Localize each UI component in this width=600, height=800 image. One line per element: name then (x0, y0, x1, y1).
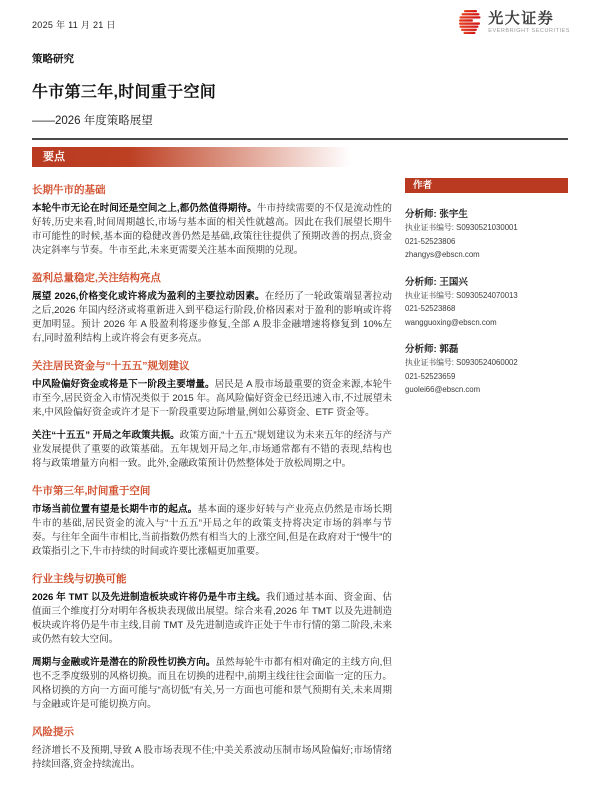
summary-column (32, 176, 392, 781)
header-divider (32, 138, 568, 140)
section-heading: 风险提示 (32, 726, 74, 738)
report-category: 策略研究 (32, 53, 74, 65)
analyst-cert: 执业证书编号: S0930524060002 (405, 358, 518, 367)
analyst-email: guolei66@ebscn.com (405, 385, 481, 394)
keypoints-banner-label: 要点 (43, 151, 65, 163)
keypoints-banner (32, 147, 357, 167)
report-subtitle: ——2026 年度策略展望 (32, 115, 153, 127)
section-heading: 行业主线与切换可能 (32, 573, 127, 585)
section-paragraph: 中风险偏好资金或将是下一阶段主要增量。居民是 A 股市场最重要的资金来源,本轮牛市至今,居民资金入市情况类似于 2015 年。高风险偏好资金已经迅速入市,不过展望未来,中风险偏好资金或许才是下一阶段重要边际增量,例如公募资金、ETF 资金等。 (32, 379, 392, 418)
analyst-card (405, 206, 568, 261)
section-risk-warning (32, 724, 392, 772)
section-earnings-structure (32, 270, 392, 346)
section-bull-third-year (32, 483, 392, 559)
analyst-cert: 执业证书编号: S0930521030001 (405, 223, 518, 232)
analyst-phone: 021-52523659 (405, 371, 456, 381)
section-heading: 关注居民资金与“十五五”规划建议 (32, 360, 190, 372)
section-long-bull-basis (32, 182, 392, 258)
content-columns (32, 176, 568, 781)
brand-logo (459, 10, 570, 42)
section-resident-funds-plan (32, 358, 392, 471)
analyst-cert: 执业证书编号: S0930524070013 (405, 290, 518, 300)
analyst-email: zhangys@ebscn.com (405, 250, 480, 259)
authors-panel (405, 176, 568, 781)
section-paragraph: 经济增长不及预期,导致 A 股市场表现不佳;中美关系波动压制市场风险偏好;市场情绪持续回落,资金持续流出。 (32, 745, 392, 770)
section-heading: 长期牛市的基础 (32, 184, 106, 196)
section-paragraph: 本轮牛市无论在时间还是空间之上,都仍然值得期待。牛市持续需要的不仅是流动性的好转,历史来看,时间周期越长,市场与基本面的相关性就越高。因此在我们展望长期牛市可能性的时候,基本面的稳健改善仍然是基础,政策往往提供了预期改善的拐点,资金决定斜率与节奏。牛市至此,未来更需要关注基本面预期的兑现。 (32, 203, 393, 256)
analyst-card (405, 341, 568, 396)
section-industry-mainline (32, 571, 392, 712)
section-paragraph: 市场当前位置有望是长期牛市的起点。基本面的逐步好转与产业亮点仍然是市场长期牛市的基础,居民资金的流入与“十五五”开局之年的政策支持将决定市场的斜率与节奏。与往年全面牛市相比,当前指数仍然有相当大的上涨空间,但是在政府对于“慢牛”的政策指引之下,牛市持续的时间或许要比涨幅更加重要。 (32, 504, 393, 557)
section-paragraph: 2026 年 TMT 以及先进制造板块或许将仍是牛市主线。我们通过基本面、资金面、估值面三个维度打分对明年各板块表现做出展望。综合来看,2026 年 TMT 以及先进制造板块或许将仍是牛市主线,目前 TMT 及先进制造或许正处于牛市行情的第二阶段,未来或仍然有较大空间。 (32, 592, 392, 645)
everbright-logo-icon (459, 10, 483, 42)
section-heading: 盈利总量稳定,关注结构亮点 (32, 272, 161, 284)
analyst-phone: 021-52523868 (405, 304, 456, 313)
authors-banner: 作者 (405, 178, 568, 193)
brand-name-cn: 光大证券 (488, 10, 555, 27)
section-paragraph: 展望 2026,价格变化或许将成为盈利的主要拉动因素。在经历了一轮政策端显著拉动之后,2026 年国内经济或将重新进入到平稳运行阶段,价格因素对于盈利的影响或许将更加明显。预计 2026 年 A 股盈利将逐步修复,全部 A 股非金融增速将修复到 10%左右,同时盈利结构上或许将会有更多亮点。 (32, 291, 392, 344)
column-gap (392, 176, 405, 781)
analyst-card (405, 274, 568, 329)
report-title: 牛市第三年,时间重于空间 (32, 84, 217, 101)
section-paragraph: 周期与金融或许是潜在的阶段性切换方向。虽然每轮牛市都有相对确定的主线方向,但也不乏季度级别的风格切换。而且在切换的进程中,前期主线往往会面临一定的压力。风格切换的方向一方面可能与“高切低”有关,另一方面也可能和景气预期有关,未来周期与金融或许是可能切换方向。 (32, 657, 393, 710)
analyst-name: 分析师: 张宇生 (405, 209, 468, 220)
analyst-email: wangguoxing@ebscn.com (405, 317, 497, 327)
analyst-phone: 021-52523806 (405, 236, 456, 246)
section-heading: 牛市第三年,时间重于空间 (32, 485, 151, 497)
report-date: 2025 年 11 月 21 日 (32, 20, 116, 30)
section-paragraph: 关注“十五五” 开局之年政策共振。政策方面,“十五五”规划建议为未来五年的经济与产业发展提供了重要的政策基础。五年规划开局之年,市场通常都有不错的表现,结构也将与政策增量方向相一致。此外,金融政策预计仍然整体处于放松周期之中。 (32, 430, 392, 469)
analyst-name: 分析师: 郭磊 (405, 344, 459, 355)
analyst-name: 分析师: 王国兴 (405, 276, 468, 288)
brand-name-en: EVERBRIGHT SECURITIES (488, 28, 570, 34)
